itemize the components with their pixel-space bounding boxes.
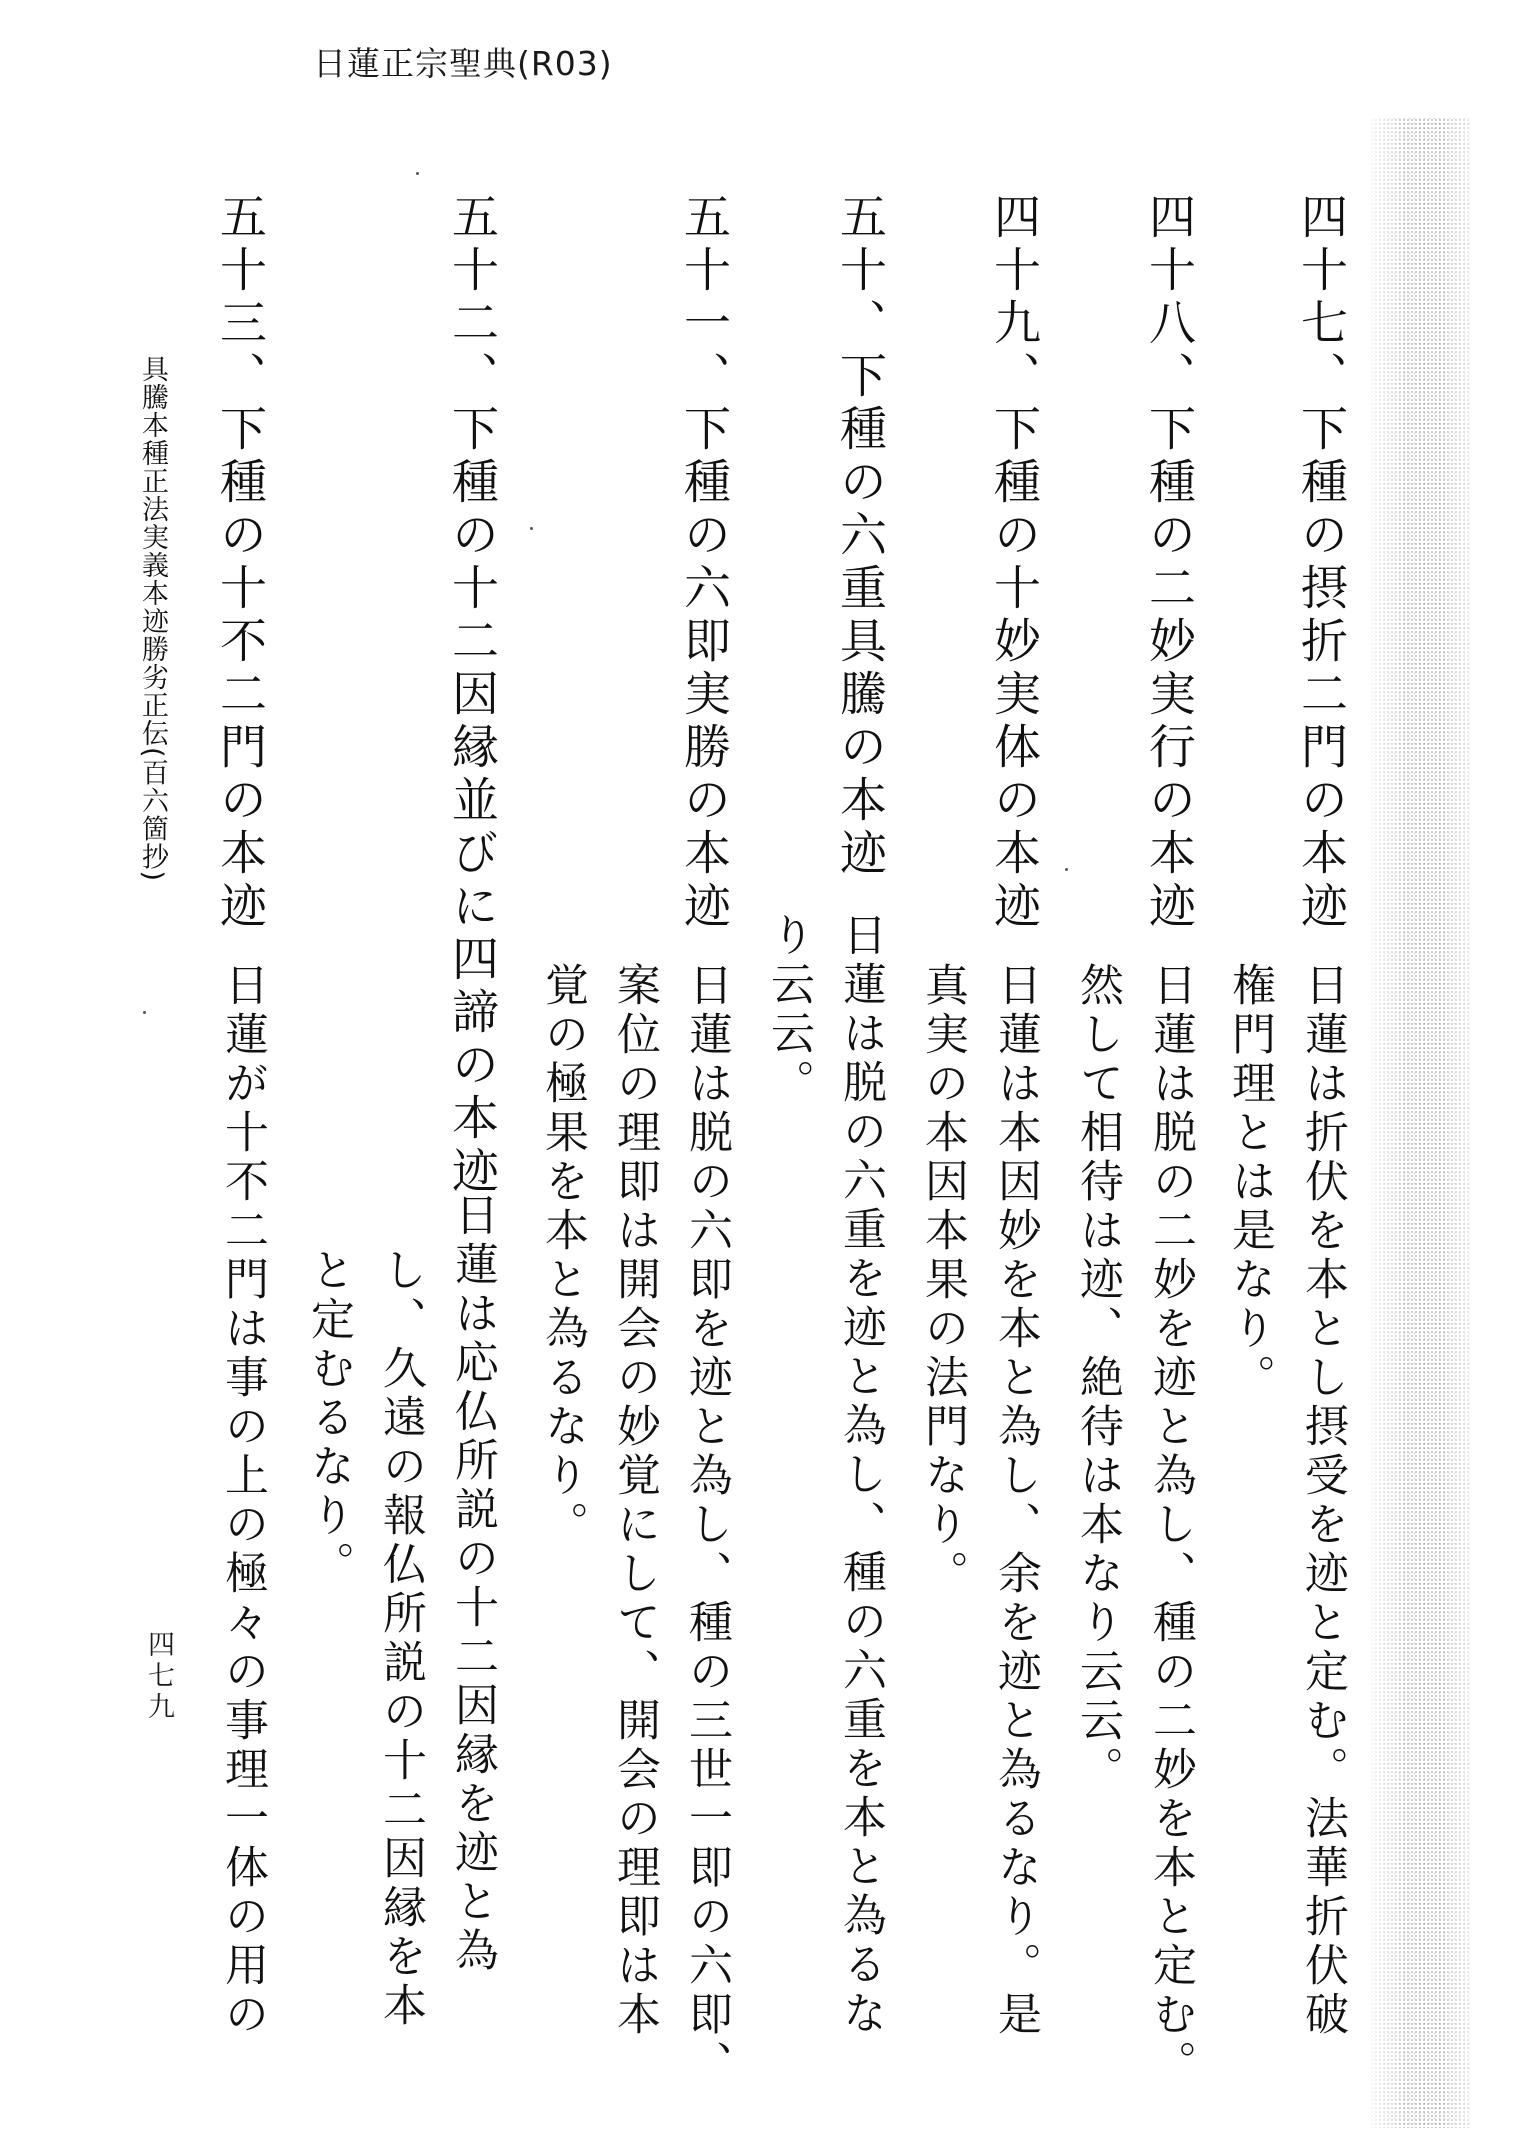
body-52-line-2: し、久遠の報仏所説の十二因縁を本 [375,1247,426,2031]
body-51-line-1: 日蓮は脱の六即を迹と為し、種の三世一即の六即、 [681,962,732,2089]
scan-speck [530,527,533,530]
header-title: 日蓮正宗聖典(R03) [313,44,613,83]
body-51-line-2: 案位の理即は開会の妙覚にして、開会の理即は本 [609,962,660,2040]
body-49-line-2: 真実の本因本果の法門なり。 [917,962,968,1599]
body-47-line-2: 権門理とは是なり。 [1224,962,1275,1403]
scan-speck [1065,868,1068,871]
body-47-line-1: 日蓮は折伏を本とし摂受を迹と定む。法華折伏破 [1297,962,1348,2040]
page-number: 四七九 [143,1630,174,1723]
heading-48: 四十八、下種の二妙実行の本迹 [1141,192,1196,934]
body-52-line-3: と定むるなり。 [303,1247,354,1590]
scan-speck [416,172,419,175]
body-49-line-1: 日蓮は本因妙を本と為し、余を迹と為るなり。是 [990,962,1041,2040]
body-51-line-3: 覚の極果を本と為るなり。 [537,962,588,1550]
page-edge-shadow [1370,118,1470,2128]
heading-47: 四十七、下種の摂折二門の本迹 [1293,192,1348,934]
body-50-line-2: り云云。 [763,912,814,1108]
heading-52: 五十二、下種の十二因縁並びに四諦の本迹 [444,192,499,1199]
side-caption: 具騰本種正法実義本迹勝劣正伝(百六箇抄) [137,355,168,883]
scan-speck [143,1011,146,1014]
body-53-line-1: 日蓮が十不二門は事の上の極々の事理一体の用の [217,962,268,2040]
body-50-line-1: 日蓮は脱の六重を迹と為し、種の六重を本と為るな [835,912,886,2039]
body-48-line-1: 日蓮は脱の二妙を迹と為し、種の二妙を本と定む。 [1145,962,1196,2089]
body-48-line-2: 然して相待は迹、絶待は本なり云云。 [1072,962,1123,1795]
body-52-line-1: 日蓮は応仏所説の十二因縁を迹と為 [447,1192,498,1976]
heading-51: 五十一、下種の六即実勝の本迹 [676,192,731,934]
heading-49: 四十九、下種の十妙実体の本迹 [986,192,1041,934]
heading-50: 五十、下種の六重具騰の本迹 [832,192,887,881]
heading-53: 五十三、下種の十不二門の本迹 [212,192,267,934]
